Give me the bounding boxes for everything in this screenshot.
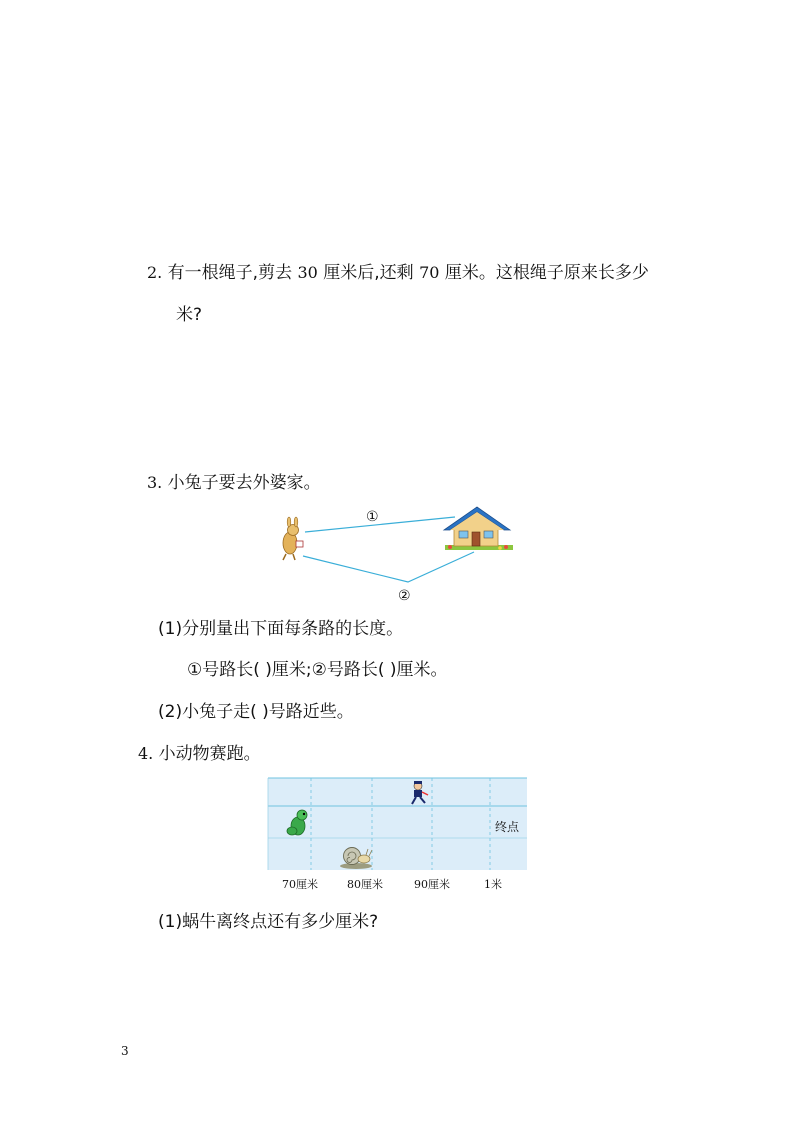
problem-4-number: 4. xyxy=(138,744,154,763)
problem-4-question-1: (1)蜗牛离终点还有多少厘米? xyxy=(158,912,379,932)
route-1-label: ① xyxy=(366,509,379,525)
problem-4-title-text: 小动物赛跑。 xyxy=(158,744,261,764)
snail-icon xyxy=(340,848,372,870)
problem-2-line-2: 米? xyxy=(176,305,203,325)
problem-2-text-c: 厘米。这根绳子原来长多少 xyxy=(444,263,649,283)
route-2-label: ② xyxy=(398,588,411,604)
scale-label-70cm: 70厘米 xyxy=(282,878,318,891)
scale-label-80cm: 80厘米 xyxy=(347,878,383,891)
problem-2-text-b: 厘米后,还剩 xyxy=(323,263,414,283)
problem-3-question-1-answer: ①号路长( )厘米;②号路长( )厘米。 xyxy=(187,660,448,680)
problem-3-title-text: 小兔子要去外婆家。 xyxy=(167,473,321,493)
problem-3-question-1: (1)分别量出下面每条路的长度。 xyxy=(158,619,404,639)
problem-2-text-a: 有一根绳子,剪去 xyxy=(167,263,293,283)
finish-label: 终点 xyxy=(495,820,520,834)
track-background xyxy=(268,778,527,870)
problem-3-number: 3. xyxy=(147,473,163,492)
scale-label-1m: 1米 xyxy=(484,878,502,891)
problem-2-n2: 70 xyxy=(419,263,440,282)
problem-2-number: 2. xyxy=(147,263,163,282)
scale-label-90cm: 90厘米 xyxy=(414,878,450,891)
problem-3-question-2: (2)小兔子走( )号路近些。 xyxy=(158,702,354,722)
page-number: 3 xyxy=(121,1044,129,1058)
problem-2-n1: 30 xyxy=(297,263,318,282)
